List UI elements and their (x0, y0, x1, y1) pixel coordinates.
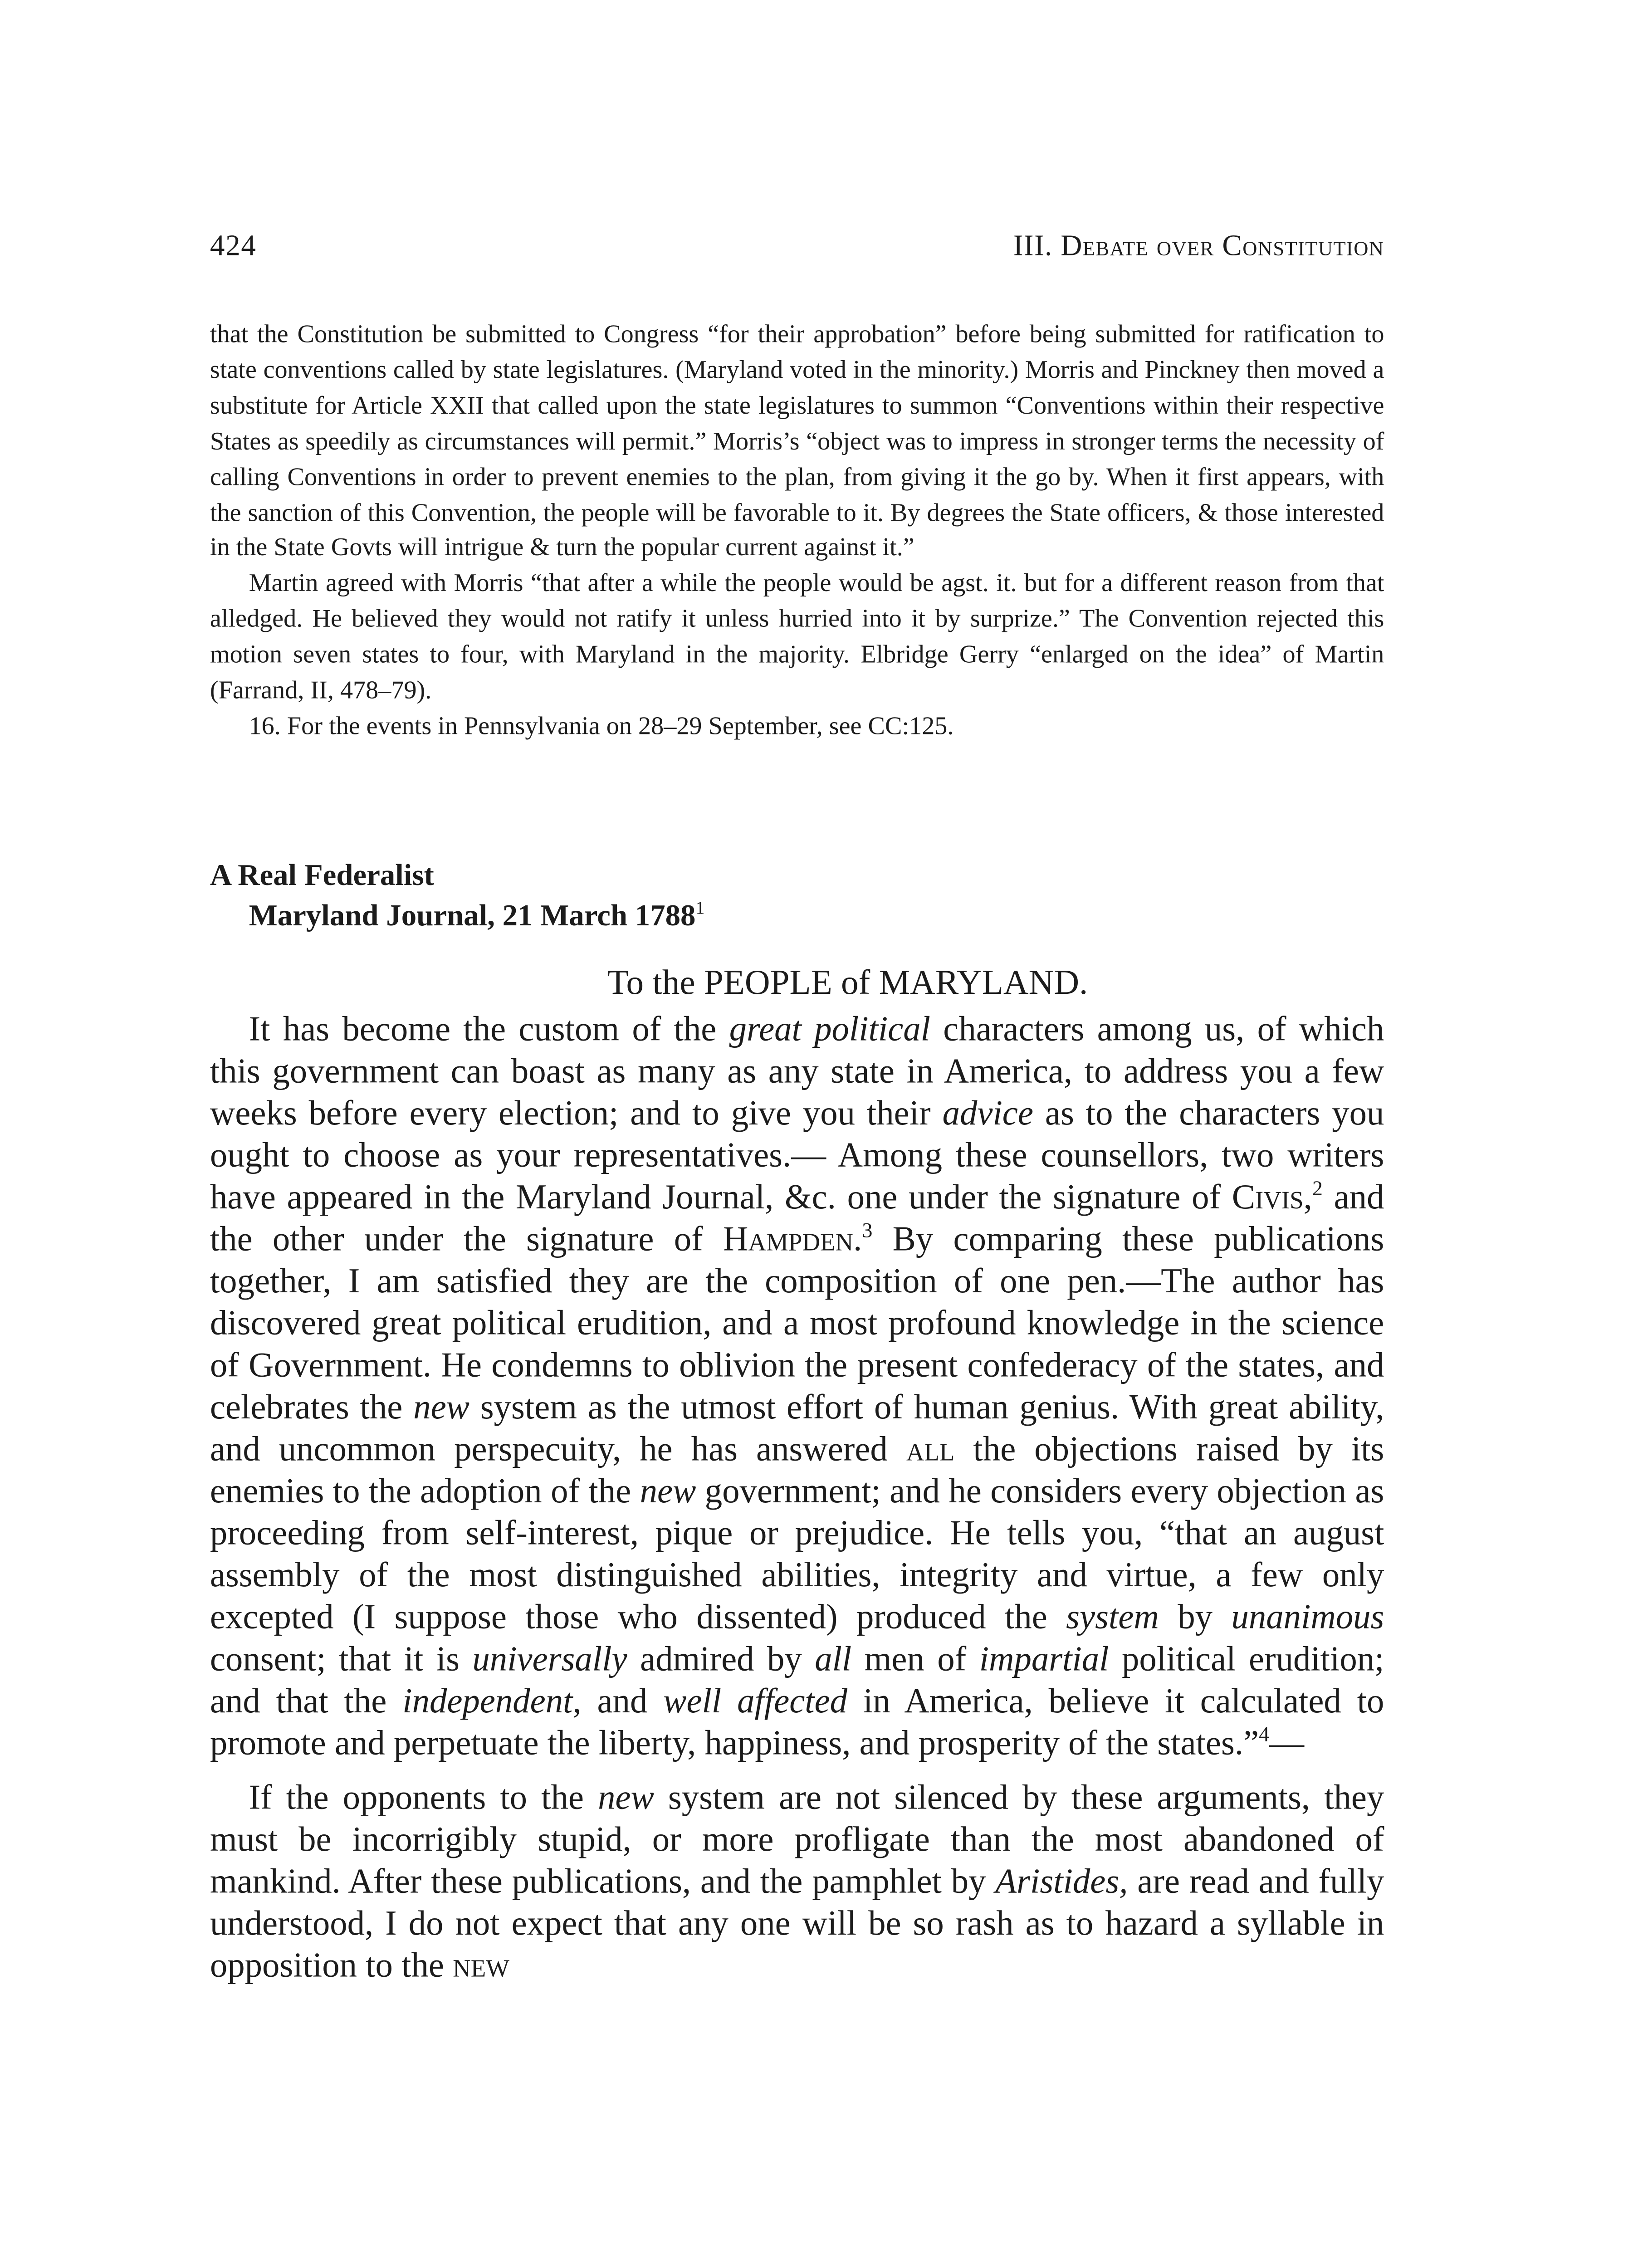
italic-run: system (1066, 1597, 1159, 1636)
document-source-heading (249, 897, 705, 938)
text-run: admired by (627, 1639, 815, 1678)
running-head (210, 230, 1384, 270)
italic-run: new (640, 1471, 696, 1510)
italic-run: impartial (979, 1639, 1109, 1678)
note-16: 16. For the events in Pennsylvania on 28–29 September, see CC:125. (249, 710, 954, 740)
text-run: men of (851, 1639, 979, 1678)
note-15-continued: that the Constitution be submitted to Congress “for their approbation” before being submitted for ratification to state conventions called by state legislatures. (Maryland voted in the minority.) Morris and Pinckney then moved a substitute for Article XXII that called upon the state legislatures to summon “Conventions within their respective States as speedily as circumstances will permit.” Morris’s “object was to impress in stronger terms the necessity of calling Conventions in order to prevent enemies to the plan, from giving it the go by. When it first appears, with the sanction of this Convention, the people will be favorable to it. By degrees the State officers, & those interested in the State Govts will intrigue & turn the popular current against it.” (210, 318, 1384, 562)
italic-run: universally (472, 1639, 627, 1678)
italic-run: independent, (402, 1681, 582, 1720)
footnotes-block (210, 317, 1384, 744)
text-run: system as the utmost effort of human genius. With great ability, and uncommon perspecuity, he has answered (210, 1387, 1384, 1468)
text-run: government; and he considers every objection as proceeding from self-interest, pique or prejudice. He tells you, “that an august assembly of the most distinguished abilities, integrity and virtue, a few only excepted (I suppose those who dissented) produced the (210, 1471, 1384, 1636)
text-run: If the opponents to the (249, 1777, 598, 1817)
text-run: and (581, 1681, 664, 1720)
italic-run: new (413, 1387, 469, 1426)
italic-run: Aristides, (995, 1861, 1128, 1901)
text-run: characters among us, of which this government can boast as many as any state in America, to address you a few weeks before every election; and to give you their (210, 1009, 1384, 1132)
text-run: By comparing these publications together, I am satisfied they are the composition of one pen.—The author has discovered great political erudition, and a most profound knowledge in the science of Government. He condemns to oblivion the present confederacy of the states, and celebrates the (210, 1219, 1384, 1426)
italic-run: great political (729, 1009, 931, 1048)
salutation: To the PEOPLE of MARYLAND. (607, 963, 1088, 1002)
text-run: the objections raised by its enemies to the adoption of the (210, 1429, 1384, 1510)
text-run: , (1303, 1177, 1312, 1217)
text-run: It has become the custom of the (249, 1009, 729, 1048)
running-title: III. Debate over Constitution (1013, 230, 1384, 263)
source-note-ref: 1 (695, 898, 705, 919)
text-run: system are not silenced by these arguments, they must be incorrigibly stupid, or more profligate than the most abandoned of mankind. After these publications, and the pamphlet by (210, 1777, 1384, 1901)
italic-run: advice (942, 1093, 1033, 1132)
document-body (210, 1008, 1384, 1986)
italic-run: unanimous (1231, 1597, 1384, 1636)
italic-run: well affected (663, 1681, 848, 1720)
body-paragraph-2 (210, 1776, 1384, 1986)
text-run: consent; that it is (210, 1639, 473, 1678)
italic-run: new (598, 1777, 654, 1817)
text-run: political erudition; and that the (210, 1639, 1384, 1720)
note-ref-2: 2 (1312, 1176, 1323, 1200)
document-author-heading: A Real Federalist (210, 860, 434, 893)
body-paragraph-1 (210, 1008, 1384, 1764)
small-caps-run: new (453, 1945, 510, 1984)
note-15-martin: Martin agreed with Morris “that after a while the people would be agst. it. but for a different reason from that alledged. He believed they would not ratify it unless hurried into it by surprize.” The Convention rejected this motion seven states to four, with Maryland in the majority. Elbridge Gerry “enlarged on the idea” of Martin (Farrand, II, 478–79). (210, 568, 1384, 705)
small-caps-run: all (906, 1429, 955, 1468)
text-run: by (1159, 1597, 1232, 1636)
text-run: and the other under the signature of (210, 1177, 1384, 1258)
text-run: — (1269, 1723, 1304, 1762)
italic-run: all (815, 1639, 852, 1678)
page-number: 424 (210, 230, 257, 263)
text-run: as to the characters you ought to choose as your representatives.— Among these counsellors, two writers have appeared in the Maryland Journal, &c. one under the signature of (210, 1093, 1384, 1217)
source-text: Maryland Journal, 21 March 1788 (249, 900, 696, 934)
small-caps-run: Hampden (723, 1219, 854, 1258)
note-ref-4: 4 (1259, 1722, 1270, 1746)
text-run: in America, believe it calculated to promote and perpetuate the liberty, happiness, and prosperity of the states.” (210, 1681, 1384, 1762)
text-run: . (853, 1219, 862, 1258)
note-ref-3: 3 (862, 1218, 873, 1242)
small-caps-run: Civis (1232, 1177, 1304, 1217)
text-run: are read and fully understood, I do not expect that any one will be so rash as to hazard a syllable in opposition to the (210, 1861, 1384, 1984)
